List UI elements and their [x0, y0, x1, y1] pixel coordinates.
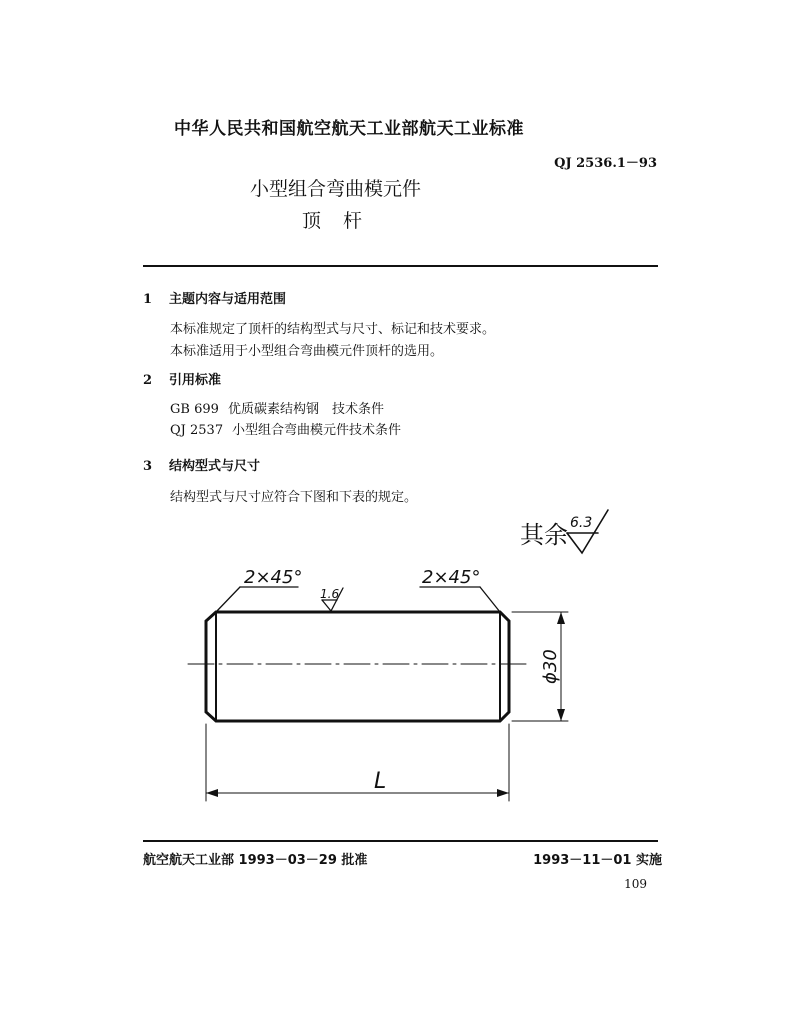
reference-code: GB 699	[170, 402, 219, 417]
section-number: 2	[143, 373, 153, 388]
surface-finish-default-value: 6.3	[570, 515, 593, 531]
diameter-label: ϕ30	[540, 649, 561, 684]
page-number: 109	[624, 877, 647, 891]
surface-finish-top-value: 1.6	[320, 587, 340, 601]
reference-title: 小型组合弯曲模元件技术条件	[232, 423, 402, 438]
reference-code: QJ 2537	[170, 423, 224, 438]
reference-title: 优质碳素结构钢 技术条件	[228, 402, 385, 417]
issuing-organization: 中华人民共和国航空航天工业部航天工业标准	[174, 119, 524, 139]
section-title: 引用标准	[169, 373, 222, 388]
section-title: 主题内容与适用范围	[169, 292, 287, 307]
section-number: 3	[143, 459, 153, 474]
paragraph: 结构型式与尺寸应符合下图和下表的规定。	[170, 490, 418, 505]
effective-date: 1993－11－01 实施	[533, 853, 662, 868]
bottom-rule	[143, 840, 658, 842]
chamfer-right-label: 2×45°	[422, 567, 481, 588]
document-subtitle: 顶杆	[302, 210, 385, 232]
standard-code: QJ 2536.1－93	[554, 156, 657, 171]
document-title: 小型组合弯曲模元件	[250, 178, 422, 200]
pin-outline	[206, 612, 509, 721]
section-number: 1	[143, 292, 153, 307]
approval-date: 航空航天工业部 1993－03－29 批准	[143, 853, 368, 868]
chamfer-left-label: 2×45°	[244, 567, 303, 588]
section-title: 结构型式与尺寸	[169, 459, 261, 474]
paragraph: 本标准适用于小型组合弯曲模元件顶杆的选用。	[170, 344, 444, 359]
length-label: L	[374, 769, 387, 794]
paragraph: 本标准规定了顶杆的结构型式与尺寸、标记和技术要求。	[170, 322, 496, 337]
surface-finish-note: 其余	[520, 521, 568, 549]
